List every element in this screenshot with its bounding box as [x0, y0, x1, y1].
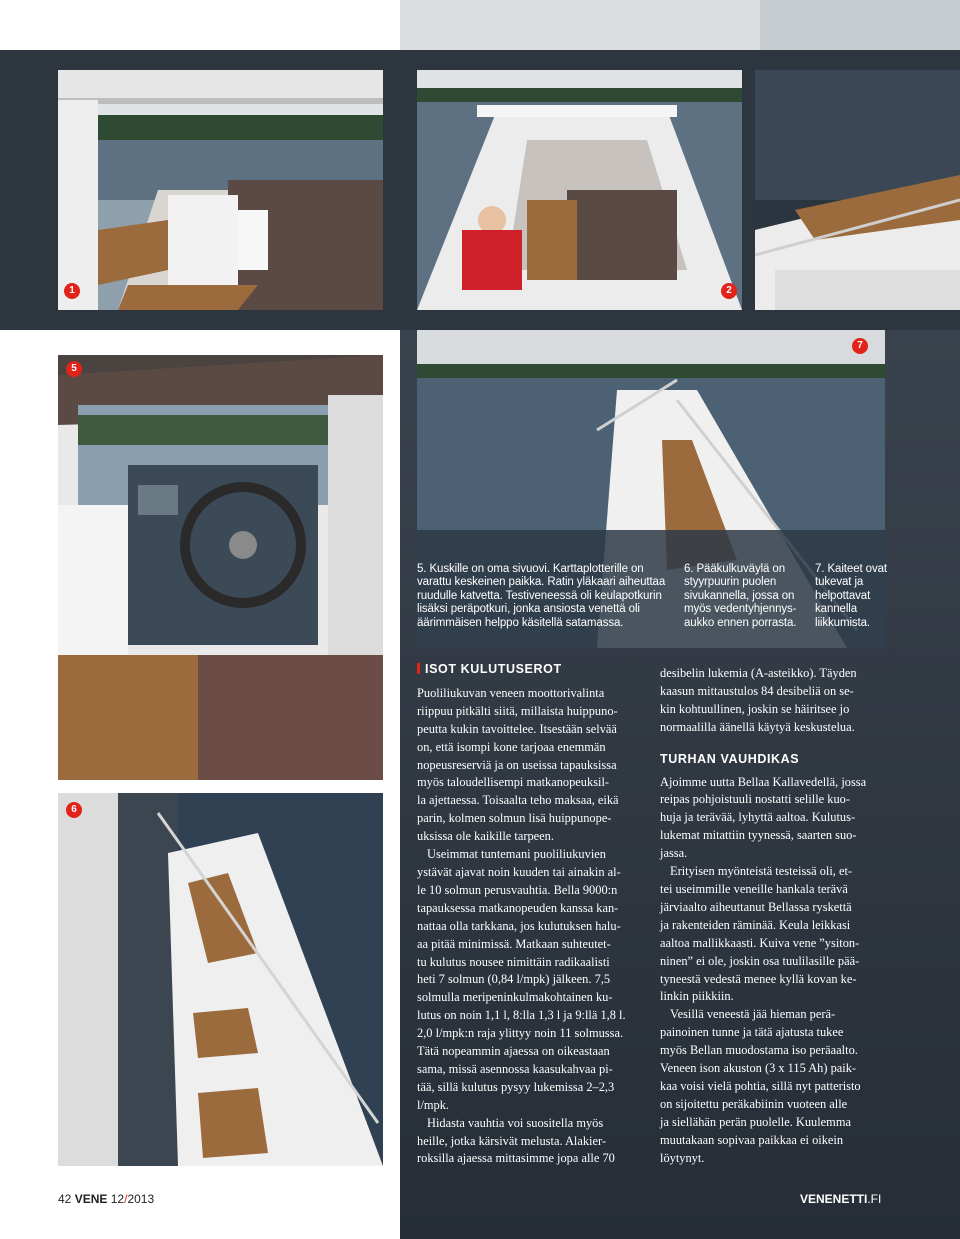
text-line: muutakaan sopivaa paikkaa ei oikein [660, 1132, 844, 1147]
text-line: riippuu pitkälti siitä, millaista huippuno- [417, 703, 618, 718]
text-line: heille, jotka kärsivät melusta. Alakier- [417, 1133, 606, 1148]
text-line: Hidasta vauhtia voi suositella myös [427, 1115, 604, 1130]
caption-line: helpottavat [815, 589, 871, 602]
text-line: Useimmat tuntemani puoliliukuvien [427, 847, 606, 862]
caption-line: varattu keskeinen paikka. Ratin yläkaari aiheuttaa [417, 576, 666, 589]
caption-line: myös vedentyhjennys- [684, 603, 797, 616]
issue-year: 2013 [127, 1192, 155, 1206]
text-line: Puoliliukuvan veneen moottorivalinta [417, 685, 605, 700]
text-line: parin, kolmen solmun lisä huippunope- [417, 811, 612, 826]
text-line: Ajoimme uutta Bellaa Kallavedellä, jossa [660, 774, 867, 789]
photo-5-helm [58, 355, 383, 780]
caption-5 [417, 563, 665, 630]
text-line: heti 7 solmun (0,84 l/mpk) jälkeen. 7,5 [417, 972, 611, 987]
text-line: lutus on noin 1,1 l, 8:lla 1,3 l ja 9:llä 1,8 l. [417, 1008, 626, 1023]
photo-deck-water [755, 70, 960, 310]
caption-7 [815, 563, 887, 630]
photo-6-side-deck [58, 793, 383, 1166]
page-number: 42 [58, 1192, 72, 1206]
text-line: linkin piikkiin. [660, 989, 734, 1004]
text-line: aaltoa mallikkaasti. Kuiva vene ”ysiton- [660, 935, 860, 950]
site-tld: .FI [867, 1192, 882, 1206]
caption-line: 7. Kaiteet ovat [815, 563, 888, 575]
photo-number-badge: 5 [66, 361, 82, 377]
text-line: järviaalto aiheuttanut Bellassa ryskettä [660, 899, 852, 914]
article-column-2 [660, 665, 900, 1167]
text-line: desibelin lukemia (A-asteikko). Täyden [660, 666, 857, 680]
text-line: Veneen ison akuston (3 x 115 Ah) paik- [660, 1061, 857, 1076]
caption-line: sivukannella, jossa on [684, 589, 795, 602]
caption-line: 6. Pääkulkuväylä on [684, 563, 786, 575]
text-line: Vesillä veneestä jää hieman perä- [670, 1007, 836, 1022]
text-line: tei useimmille veneille hankala terävä [660, 881, 848, 896]
photo-number-badge: 2 [721, 283, 737, 299]
text-line: Tätä nopeammin ajaessa on oikeastaan [417, 1044, 610, 1059]
text-line: solmulla meripeninkulmakohtainen ku- [417, 990, 613, 1005]
section-heading [660, 751, 900, 769]
text-line: kaasun mittaustulos 84 desibeliä on se- [660, 683, 854, 698]
site-brand: VENENETTI [800, 1192, 868, 1206]
caption-line: aukko ennen porrasta. [684, 616, 797, 629]
page-top-white [0, 0, 400, 50]
section-heading [417, 661, 652, 679]
footer-folio [58, 1192, 154, 1206]
text-line: reipas pohjoistuuli nostatti selille kuo- [660, 792, 850, 807]
text-line: on, että isompi kone tarjoaa enemmän [417, 739, 606, 754]
issue-number: 12 [110, 1192, 125, 1206]
text-line: aa pitää minimissä. Matkaan suhteutet- [417, 936, 611, 951]
caption-line: tukevat ja [815, 576, 864, 589]
text-line: ja rakenteiden räminää. Keula leikkasi [660, 917, 851, 932]
text-line: kaa voisi vielä pohtia, sillä nyt patteristo [660, 1078, 861, 1093]
text-line: myös Bellan muodostama iso peräaalto. [660, 1043, 858, 1058]
footer-website[interactable] [800, 1192, 881, 1206]
text-line: le 10 solmun perusvauhtia. Bella 9000:n [417, 882, 618, 897]
text-line: ja siellähän perän puolelle. Kuulemma [660, 1114, 851, 1129]
caption-line: lisäksi peräpotkuri, jonka ansiosta venettä oli [417, 603, 640, 616]
caption-line: styyrpuurin puolen [684, 576, 777, 589]
caption-line: 5. Kuskille on oma sivuovi. Karttaplotterille on [417, 563, 644, 575]
text-line: myös taloudellisempi matkanopeuksil- [417, 775, 610, 790]
caption-line: kannella [815, 603, 858, 616]
section-heading-text: ISOT KULUTUSEROT [425, 662, 562, 676]
text-line: peutta kukin tavoittelee. Itsestään selvää [417, 721, 617, 736]
text-line: tää, sillä kulutus pysyy lukemissa 2–2,3 [417, 1079, 615, 1094]
photo-number-badge: 1 [64, 283, 80, 299]
photo-number-badge: 6 [66, 802, 82, 818]
top-strip-photo [400, 0, 960, 50]
text-line: l/mpk. [417, 1097, 450, 1112]
text-line: tu kulutus nousee nimittäin radikaalisti [417, 954, 610, 969]
text-line: sama, missä asennossa kaasukahvaa pi- [417, 1061, 613, 1076]
text-line: nattaa olla tarkkana, jos kulutuksen halu- [417, 918, 621, 933]
text-line: normaalilla äänellä käytyä keskustelua. [660, 719, 855, 734]
heading-marker [417, 663, 420, 674]
text-line: jassa. [660, 846, 688, 861]
caption-line: ruudulle katvetta. Testiveneessä oli keulapotkurin [417, 589, 662, 602]
photo-2-overhead [417, 70, 742, 310]
text-line: Erityisen myönteistä testeissä oli, et- [670, 864, 853, 879]
text-line: nopeusreserviä ja on useissa tapauksissa [417, 757, 617, 772]
text-line: la ajettaessa. Toisaalta teho maksaa, eikä [417, 793, 619, 808]
photo-number-badge: 7 [852, 338, 868, 354]
caption-line: äärimmäisen helppo käsitellä satamassa. [417, 616, 624, 629]
text-line: uksissa ole kaikille tarpeen. [417, 829, 554, 844]
text-line: tyneestä vedestä menee kyllä kovan ke- [660, 971, 857, 986]
photo-1-cockpit [58, 70, 383, 310]
text-line: ninen” ei ole, joskin osa tuulilasille pää- [660, 953, 860, 968]
text-line: ystävät ajavat noin kuuden tai ainakin al- [417, 864, 621, 879]
text-line: kin kohtuullinen, joskin se häiritsee jo [660, 701, 850, 716]
section-heading-text: TURHAN VAUHDIKAS [660, 751, 800, 766]
text-line: löytynyt. [660, 1150, 705, 1165]
caption-line: liikkumista. [815, 616, 871, 629]
text-line: painoinen tunne ja tätä ajatusta tukee [660, 1025, 844, 1040]
text-line: lukemat mitattiin tyynessä, saarten suo- [660, 828, 857, 843]
text-line: tapauksessa matkanopeuden kanssa kan- [417, 900, 619, 915]
text-line: on sijoitettu peräkabiinin vuoteen alle [660, 1096, 848, 1111]
text-line: 2,0 l/mpk:n raja ylittyy noin 11 solmussa. [417, 1026, 624, 1041]
issue-separator: / [124, 1192, 128, 1206]
text-line: roksilla ajaessa mittasimme jopa alle 70 [417, 1151, 615, 1166]
text-line: huja ja terävää, lyhyttä aaltoa. Kulutus- [660, 810, 856, 825]
caption-6 [684, 563, 796, 630]
article-column-1 [417, 661, 652, 1168]
magazine-name: VENE [74, 1192, 108, 1206]
